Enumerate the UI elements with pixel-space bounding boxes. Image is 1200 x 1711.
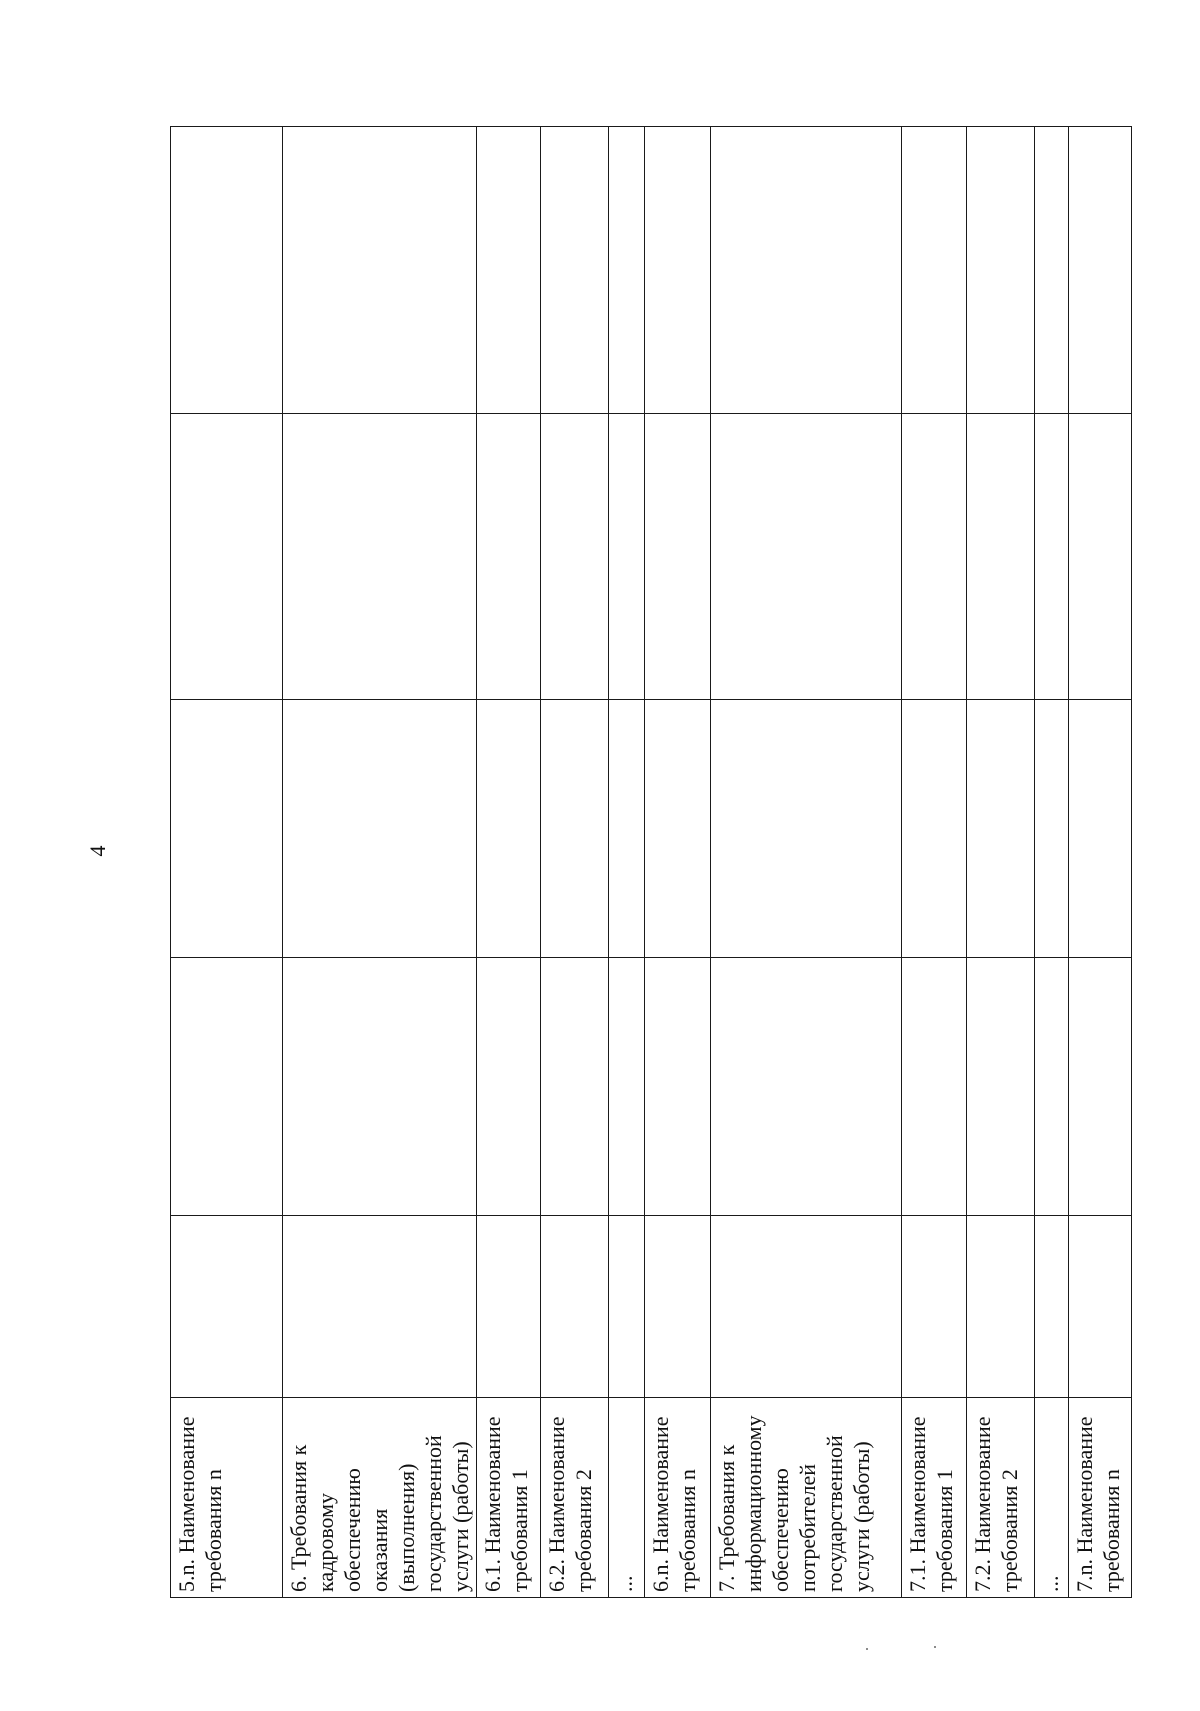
empty-cell <box>1035 127 1069 414</box>
empty-cell <box>609 1216 645 1398</box>
empty-cell <box>1069 127 1132 414</box>
empty-cell <box>711 414 902 700</box>
table-row <box>711 127 902 1598</box>
empty-cell <box>477 700 541 958</box>
empty-cell <box>171 700 283 958</box>
empty-cell <box>711 958 902 1216</box>
table-row <box>1035 127 1069 1598</box>
empty-cell <box>609 127 645 414</box>
table-row <box>171 127 283 1598</box>
empty-cell <box>902 958 967 1216</box>
scan-speck <box>866 1648 868 1650</box>
empty-cell <box>967 127 1035 414</box>
empty-cell <box>609 414 645 700</box>
empty-cell <box>541 958 609 1216</box>
empty-cell <box>645 414 711 700</box>
empty-cell <box>477 1216 541 1398</box>
empty-cell <box>902 414 967 700</box>
empty-cell <box>1035 414 1069 700</box>
empty-cell <box>711 127 902 414</box>
requirement-label: 7.1. Наименование требования 1 <box>902 1398 967 1598</box>
requirement-label: 6.1. Наименование требования 1 <box>477 1398 541 1598</box>
empty-cell <box>967 1216 1035 1398</box>
ellipsis-label: ... <box>1035 1398 1069 1598</box>
requirement-label: 5.n. Наименование требования n <box>171 1398 283 1598</box>
empty-cell <box>541 127 609 414</box>
empty-cell <box>283 127 477 414</box>
table-row <box>1069 127 1132 1598</box>
page-number: 4 <box>85 845 110 857</box>
table-row <box>477 127 541 1598</box>
empty-cell <box>283 1216 477 1398</box>
empty-cell <box>1035 1216 1069 1398</box>
empty-cell <box>1069 414 1132 700</box>
section-heading: 6. Требования к кадровому обеспечению оказания (выполнения) государственной услуги (работы) <box>283 1398 477 1598</box>
empty-cell <box>711 1216 902 1398</box>
empty-cell <box>283 414 477 700</box>
empty-cell <box>477 127 541 414</box>
empty-cell <box>283 700 477 958</box>
empty-cell <box>283 958 477 1216</box>
empty-cell <box>541 700 609 958</box>
requirements-table <box>170 126 1132 1598</box>
table-row <box>609 127 645 1598</box>
requirement-label: 7.2. Наименование требования 2 <box>967 1398 1035 1598</box>
empty-cell <box>902 1216 967 1398</box>
empty-cell <box>171 414 283 700</box>
empty-cell <box>1069 1216 1132 1398</box>
section-heading: 7. Требования к информационному обеспечению потребителей государственной услуги (работы) <box>711 1398 902 1598</box>
empty-cell <box>645 958 711 1216</box>
table-row <box>283 127 477 1598</box>
empty-cell <box>645 700 711 958</box>
requirements-table-container <box>170 127 1124 1598</box>
empty-cell <box>541 414 609 700</box>
ellipsis-label: ... <box>609 1398 645 1598</box>
empty-cell <box>645 127 711 414</box>
empty-cell <box>967 414 1035 700</box>
requirement-label: 6.n. Наименование требования n <box>645 1398 711 1598</box>
empty-cell <box>1069 958 1132 1216</box>
table-row <box>645 127 711 1598</box>
empty-cell <box>645 1216 711 1398</box>
empty-cell <box>967 700 1035 958</box>
empty-cell <box>967 958 1035 1216</box>
scan-speck <box>934 1646 936 1648</box>
table-row <box>902 127 967 1598</box>
table-row <box>541 127 609 1598</box>
empty-cell <box>902 700 967 958</box>
empty-cell <box>1035 958 1069 1216</box>
requirement-label: 7.n. Наименование требования n <box>1069 1398 1132 1598</box>
empty-cell <box>711 700 902 958</box>
empty-cell <box>171 958 283 1216</box>
empty-cell <box>609 958 645 1216</box>
empty-cell <box>477 414 541 700</box>
empty-cell <box>541 1216 609 1398</box>
empty-cell <box>477 958 541 1216</box>
empty-cell <box>609 700 645 958</box>
empty-cell <box>1069 700 1132 958</box>
empty-cell <box>1035 700 1069 958</box>
empty-cell <box>171 1216 283 1398</box>
table-row <box>967 127 1035 1598</box>
empty-cell <box>902 127 967 414</box>
requirement-label: 6.2. Наименование требования 2 <box>541 1398 609 1598</box>
empty-cell <box>171 127 283 414</box>
